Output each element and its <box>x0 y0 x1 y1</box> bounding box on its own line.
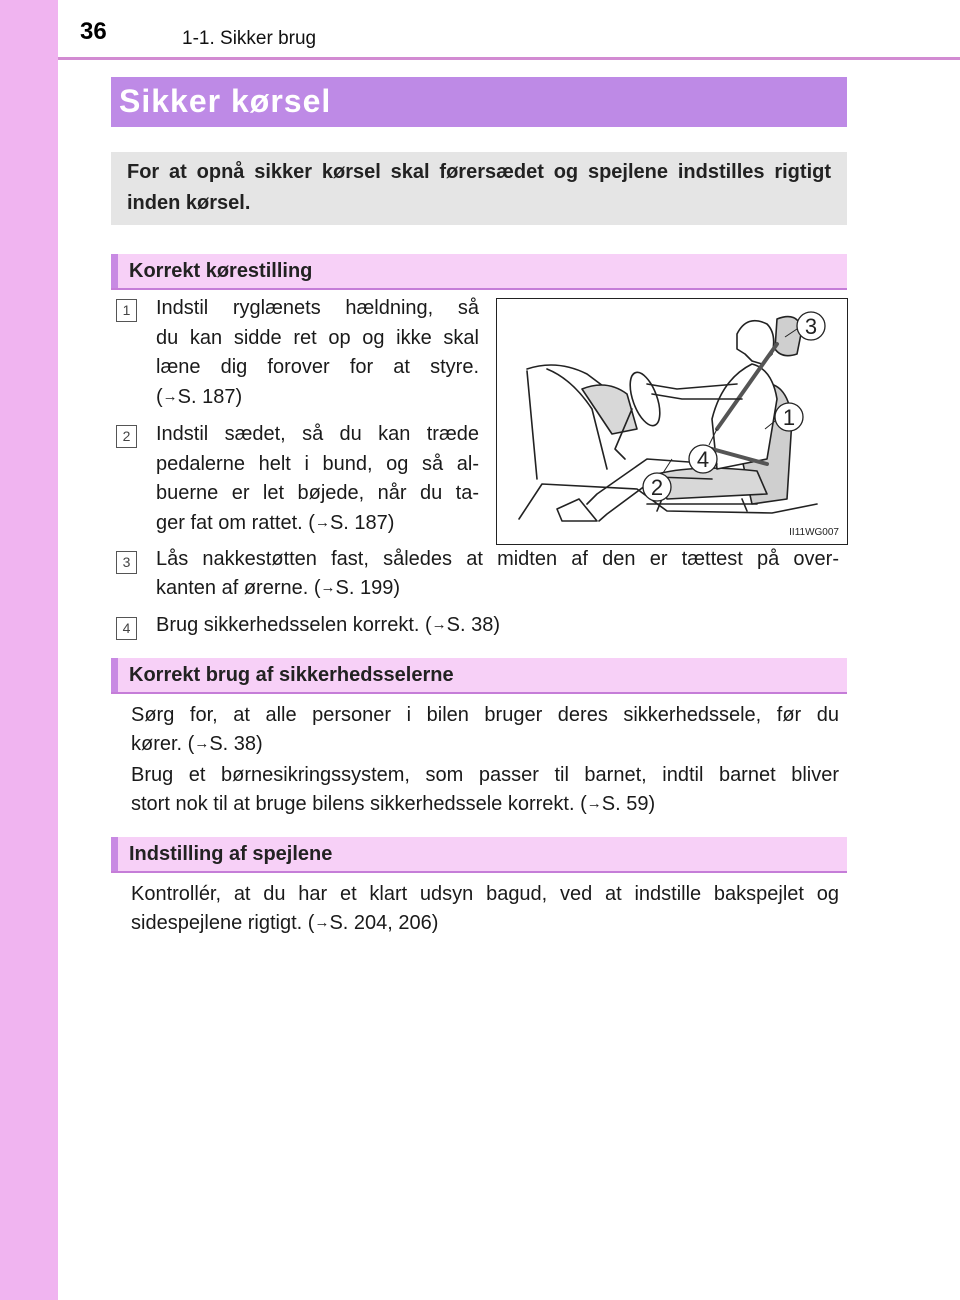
seatbelts-paragraph-1-last <box>131 730 263 761</box>
subheading-seatbelts-label: Korrekt brug af sikkerhedsselerne <box>129 664 454 686</box>
page-link[interactable]: S. 187) <box>177 386 243 408</box>
page-margin-strip <box>0 0 58 1300</box>
seatbelts-paragraph-2-last <box>131 790 655 821</box>
subheading-posture-label: Korrekt kørestilling <box>129 260 313 282</box>
page-link[interactable]: S. 38) <box>446 614 501 636</box>
driver-seat-illustration <box>497 299 847 544</box>
item-number-3: 3 <box>116 551 137 574</box>
item-number-2: 2 <box>116 425 137 448</box>
subheading-mirrors <box>111 837 847 873</box>
page-link[interactable]: S. 187) <box>329 512 395 534</box>
header-rule <box>58 57 960 60</box>
text-line: Brug et børnesikringssystem, som passer til barnet, indtil barnet bliver <box>131 764 839 786</box>
page-number: 36 <box>80 18 107 45</box>
seatbelts-paragraph-2 <box>131 761 839 791</box>
arrow-icon: → <box>320 579 336 596</box>
page-title-bar <box>111 77 847 127</box>
text-line: Lås nakkestøtten fast, således at midten af den er tættest på over- <box>156 548 839 570</box>
intro-box <box>111 152 847 225</box>
driving-posture-figure <box>496 298 848 545</box>
page-title: Sikker kørsel <box>119 83 332 119</box>
text-line: Sørg for, at alle personer i bilen bruger deres sikkerhedssele, før du <box>131 704 839 726</box>
text-line: Brug sikkerhedsselen korrekt. ( <box>156 614 432 636</box>
posture-item-3 <box>156 545 839 575</box>
text-line: ger fat om rattet. ( <box>156 512 315 534</box>
subheading-mirrors-label: Indstilling af spejlene <box>129 843 333 865</box>
figure-code: II11WG007 <box>789 527 839 538</box>
arrow-icon: → <box>314 514 330 531</box>
text-line: buerne er let bøjede, når du ta- <box>156 482 479 504</box>
posture-item-3-last <box>156 574 400 605</box>
posture-item-2-last <box>156 509 394 540</box>
posture-item-1 <box>156 294 479 383</box>
subheading-accent <box>111 658 118 692</box>
callout-2-label: 2 <box>650 475 664 500</box>
subheading-accent <box>111 254 118 288</box>
posture-item-4 <box>156 611 500 642</box>
arrow-icon: → <box>194 735 210 752</box>
text-line: pedalerne helt i bund, og så al- <box>156 452 479 475</box>
text-line: læne dig forover for at styre. <box>156 356 479 378</box>
item-number-1: 1 <box>116 299 137 322</box>
arrow-icon: → <box>314 914 330 931</box>
mirrors-paragraph-last <box>131 909 438 940</box>
text-line: sidespejlene rigtigt. ( <box>131 912 315 934</box>
intro-text: For at opnå sikker kørsel skal førersædet og spejlene indstilles rigtigt inden kørsel. <box>127 161 831 214</box>
page-link[interactable]: S. 59) <box>601 793 656 815</box>
text-line: Kontrollér, at du har et klart udsyn bagud, ved at indstille bakspejlet og <box>131 883 839 905</box>
callout-1-label: 1 <box>782 405 796 430</box>
text-line: du kan sidde ret op og ikke skal <box>156 326 479 349</box>
item-number-4: 4 <box>116 617 137 640</box>
callout-3-label: 3 <box>804 314 818 339</box>
subheading-posture <box>111 254 847 290</box>
subheading-seatbelts <box>111 658 847 694</box>
page-link[interactable]: S. 199) <box>335 577 401 599</box>
text-line: stort nok til at bruge bilens sikkerhedssele korrekt. ( <box>131 793 587 815</box>
seatbelts-paragraph-1 <box>131 701 839 731</box>
subheading-accent <box>111 837 118 871</box>
text-line: kanten af ørerne. ( <box>156 577 321 599</box>
callout-4-label: 4 <box>696 447 710 472</box>
text-line: Indstil ryglænets hældning, så <box>156 297 479 319</box>
arrow-icon: → <box>586 795 602 812</box>
posture-item-1-ref: (→S. 187) <box>156 386 243 408</box>
arrow-icon: → <box>431 616 447 633</box>
text-line: Indstil sædet, så du kan træde <box>156 423 479 445</box>
posture-item-2 <box>156 420 479 509</box>
page-link[interactable]: S. 204, 206) <box>329 912 439 934</box>
section-reference: 1-1. Sikker brug <box>182 28 317 49</box>
arrow-icon: → <box>162 388 178 405</box>
mirrors-paragraph <box>131 880 839 910</box>
text-line: kører. ( <box>131 733 195 755</box>
page-link[interactable]: S. 38) <box>209 733 263 755</box>
